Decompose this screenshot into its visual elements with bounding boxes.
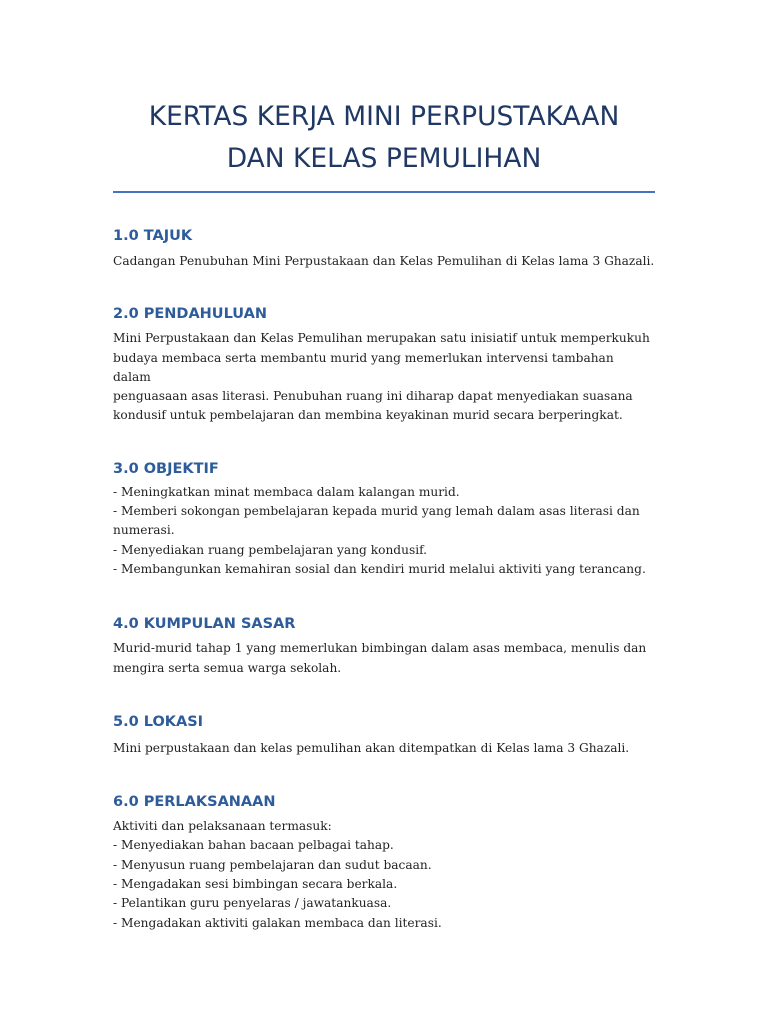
section-body [113,739,655,758]
section-tajuk [113,226,655,271]
section-heading: 2.0 PENDAHULUAN [113,306,267,323]
body-line: - Meningkatkan minat membaca dalam kalangan murid. [113,484,460,499]
section-pendahuluan [113,304,655,425]
body-line: - Menyediakan bahan bacaan pelbagai tahap. [113,838,394,853]
body-line: Murid-murid tahap 1 yang memerlukan bimbingan dalam asas membaca, menulis dan [113,641,647,656]
section-heading: 1.0 TAJUK [113,228,193,244]
section-heading: 3.0 OBJEKTIF [113,460,219,477]
body-line: Mini Perpustakaan dan Kelas Pemulihan merupakan satu inisiatif untuk memperkukuh [113,331,650,346]
document-title [113,96,655,180]
body-line: - Mengadakan sesi bimbingan secara berkala. [113,877,398,892]
body-line: - Pelantikan guru penyelaras / jawatankuasa. [113,896,392,911]
body-line: Mini perpustakaan dan kelas pemulihan akan ditempatkan di Kelas lama 3 Ghazali. [113,740,630,755]
section-body [113,817,655,933]
body-line: - Menyediakan ruang pembelajaran yang kondusif. [113,542,428,557]
section-perlaksanaan [113,792,655,933]
section-heading: 6.0 PERLAKSANAAN [113,794,276,811]
body-line: - Membangunkan kemahiran sosial dan kendiri murid melalui aktiviti yang terancang. [113,561,646,576]
body-line: kondusif untuk pembelajaran dan membina keyakinan murid secara berperingkat. [113,408,623,423]
body-line: budaya membaca serta membantu murid yang memerlukan intervensi tambahan dalam [113,350,614,384]
body-line: Cadangan Penubuhan Mini Perpustakaan dan Kelas Pemulihan di Kelas lama 3 Ghazali. [113,254,655,268]
document-title-line-1: KERTAS KERJA MINI PERPUSTAKAAN [148,101,620,132]
body-line: - Memberi sokongan pembelajaran kepada murid yang lemah dalam asas literasi dan [113,504,640,519]
document-title-line-2: DAN KELAS PEMULIHAN [226,143,542,174]
body-line: numerasi. [113,523,175,538]
title-divider [113,191,655,193]
body-line: Aktiviti dan pelaksanaan termasuk: [113,819,332,834]
body-line: - Menyusun ruang pembelajaran dan sudut bacaan. [113,857,432,872]
section-body [113,329,655,425]
section-lokasi [113,712,655,758]
section-body [113,639,655,678]
section-objektif [113,459,655,579]
body-line: mengira serta semua warga sekolah. [113,660,342,675]
section-kumpulan-sasar [113,614,655,678]
section-body [113,483,655,579]
section-heading: 4.0 KUMPULAN SASAR [113,616,296,633]
body-line: penguasaan asas literasi. Penubuhan ruang ini diharap dapat menyediakan suasana [113,389,633,404]
body-line: - Mengadakan aktiviti galakan membaca dan literasi. [113,915,442,930]
section-body [113,252,655,271]
document-page [113,0,655,933]
section-heading: 5.0 LOKASI [113,713,204,730]
